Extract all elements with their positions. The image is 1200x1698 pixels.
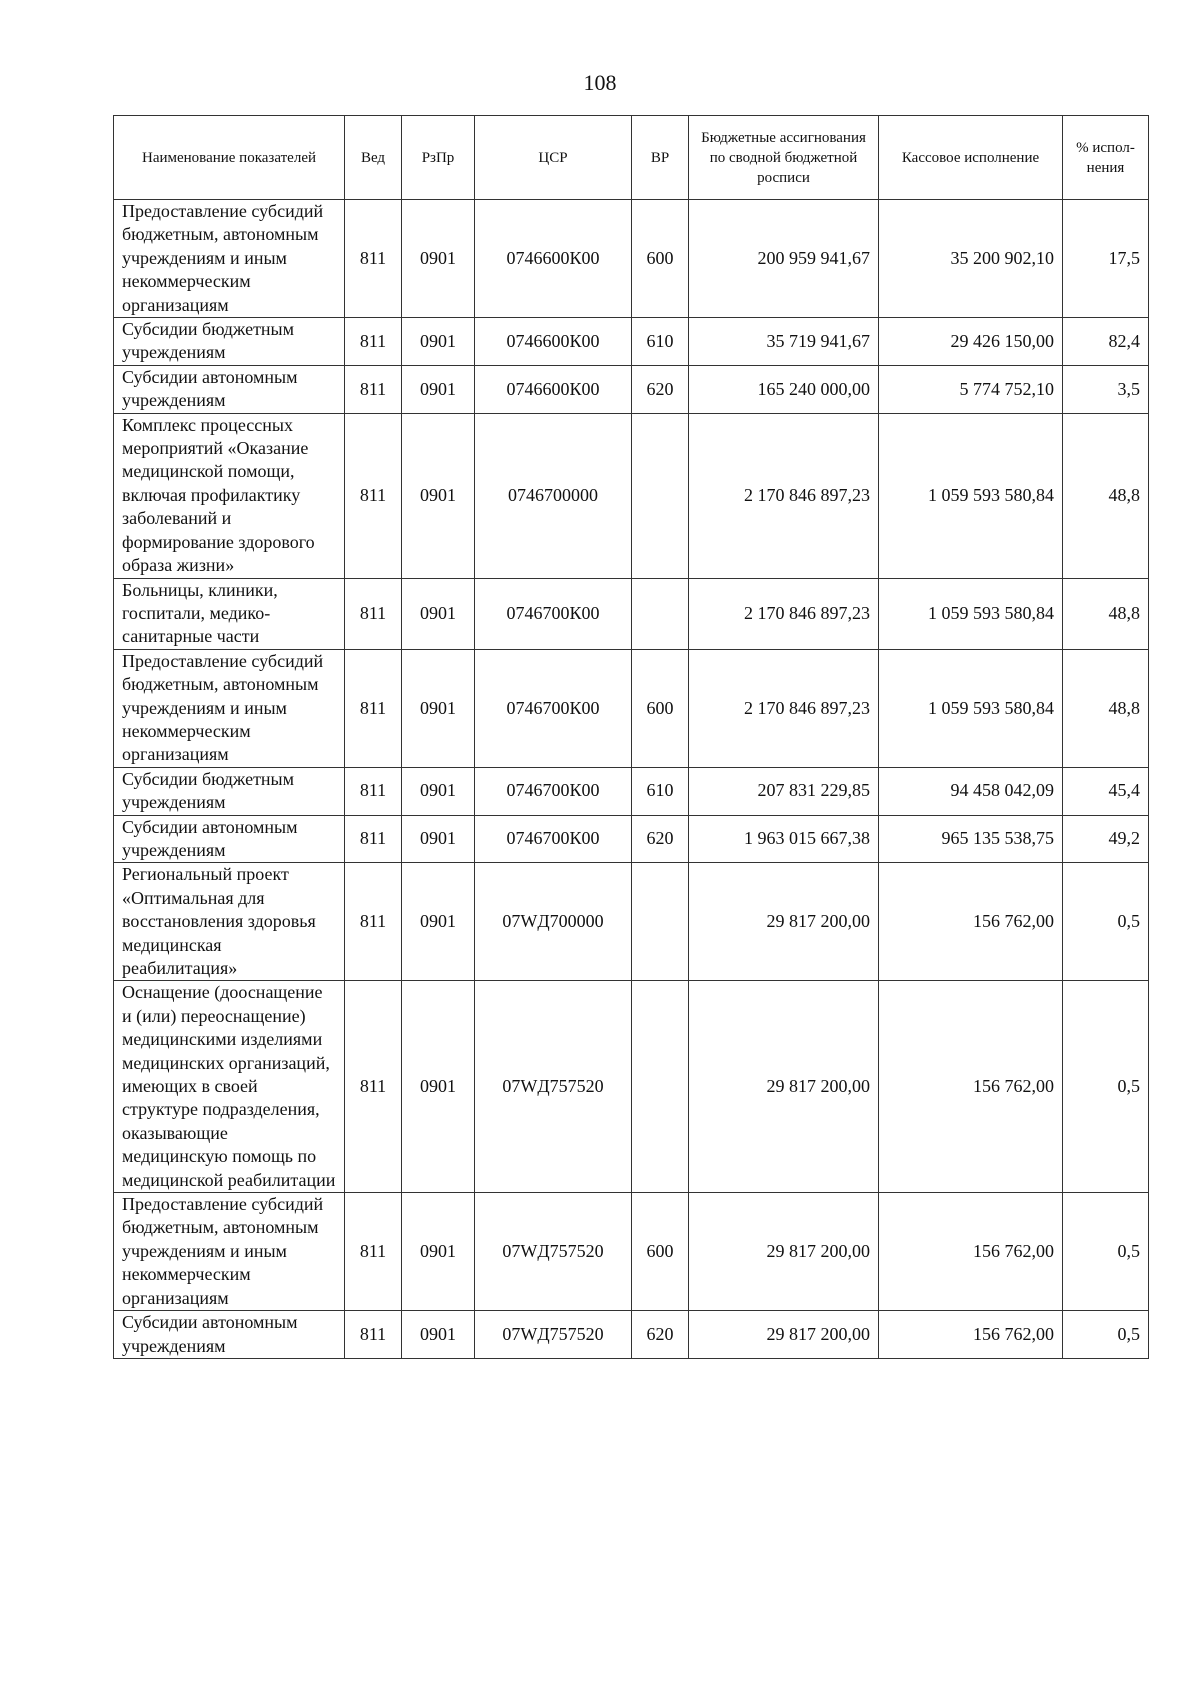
row-kassa: 156 762,00	[879, 1193, 1063, 1311]
row-rzpr: 0901	[402, 1311, 475, 1359]
row-budget: 29 817 200,00	[689, 1193, 879, 1311]
header-ved: Вед	[345, 116, 402, 200]
row-kassa: 29 426 150,00	[879, 318, 1063, 366]
row-ved: 811	[345, 365, 402, 413]
row-percent: 17,5	[1063, 200, 1149, 318]
row-ved: 811	[345, 1311, 402, 1359]
row-csr: 07WД757520	[475, 1193, 632, 1311]
row-csr: 0746700000	[475, 413, 632, 578]
row-kassa: 156 762,00	[879, 981, 1063, 1193]
row-name: Субсидии автономным учреждениям	[114, 815, 345, 863]
row-rzpr: 0901	[402, 365, 475, 413]
row-vr: 600	[632, 1193, 689, 1311]
row-percent: 49,2	[1063, 815, 1149, 863]
row-csr: 07WД700000	[475, 863, 632, 981]
row-ved: 811	[345, 318, 402, 366]
header-row	[114, 116, 1149, 200]
page-number: 108	[583, 70, 617, 95]
row-budget: 29 817 200,00	[689, 1311, 879, 1359]
budget-table	[113, 115, 1149, 1359]
row-vr	[632, 413, 689, 578]
row-vr: 600	[632, 200, 689, 318]
row-budget: 1 963 015 667,38	[689, 815, 879, 863]
row-kassa: 94 458 042,09	[879, 767, 1063, 815]
header-name: Наименование показателей	[114, 116, 345, 200]
row-kassa: 1 059 593 580,84	[879, 413, 1063, 578]
row-budget: 207 831 229,85	[689, 767, 879, 815]
row-rzpr: 0901	[402, 863, 475, 981]
row-csr: 0746700К00	[475, 649, 632, 767]
row-csr: 0746600К00	[475, 318, 632, 366]
row-name: Субсидии автономным учреждениям	[114, 1311, 345, 1359]
row-name: Оснащение (дооснащение и (или) переоснащение) медицинскими изделиями медицинских организаций, имеющих в своей структуре подразделения, оказывающие медицинскую помощь по медицинской реабилитации	[114, 981, 345, 1193]
row-name: Региональный проект «Оптимальная для восстановления здоровья медицинская реабилитация»	[114, 863, 345, 981]
row-percent: 82,4	[1063, 318, 1149, 366]
table-row	[114, 200, 1149, 318]
row-kassa: 5 774 752,10	[879, 365, 1063, 413]
table-row	[114, 1193, 1149, 1311]
row-percent: 0,5	[1063, 981, 1149, 1193]
row-name: Предоставление субсидий бюджетным, автономным учреждениям и иным некоммерческим организациям	[114, 1193, 345, 1311]
row-budget: 165 240 000,00	[689, 365, 879, 413]
row-ved: 811	[345, 649, 402, 767]
row-kassa: 156 762,00	[879, 863, 1063, 981]
row-csr: 07WД757520	[475, 1311, 632, 1359]
table-row	[114, 318, 1149, 366]
row-kassa: 156 762,00	[879, 1311, 1063, 1359]
row-name: Предоставление субсидий бюджетным, автономным учреждениям и иным некоммерческим организациям	[114, 649, 345, 767]
header-budget: Бюджетные ассигнования по сводной бюджетной росписи	[689, 116, 879, 200]
header-vr: ВР	[632, 116, 689, 200]
row-budget: 2 170 846 897,23	[689, 413, 879, 578]
header-csr: ЦСР	[475, 116, 632, 200]
row-vr: 620	[632, 365, 689, 413]
row-ved: 811	[345, 578, 402, 649]
row-csr: 0746700К00	[475, 578, 632, 649]
row-percent: 0,5	[1063, 863, 1149, 981]
row-csr: 0746600К00	[475, 200, 632, 318]
row-ved: 811	[345, 413, 402, 578]
row-vr	[632, 578, 689, 649]
row-rzpr: 0901	[402, 649, 475, 767]
row-budget: 35 719 941,67	[689, 318, 879, 366]
row-rzpr: 0901	[402, 413, 475, 578]
table-row	[114, 649, 1149, 767]
row-ved: 811	[345, 1193, 402, 1311]
row-percent: 48,8	[1063, 578, 1149, 649]
row-name: Субсидии бюджетным учреждениям	[114, 767, 345, 815]
row-name: Комплекс процессных мероприятий «Оказание медицинской помощи, включая профилактику заболеваний и формирование здорового образа жизни»	[114, 413, 345, 578]
header-kassa: Кассовое исполнение	[879, 116, 1063, 200]
row-csr: 07WД757520	[475, 981, 632, 1193]
row-name: Предоставление субсидий бюджетным, автономным учреждениям и иным некоммерческим организациям	[114, 200, 345, 318]
row-rzpr: 0901	[402, 200, 475, 318]
row-rzpr: 0901	[402, 578, 475, 649]
row-budget: 2 170 846 897,23	[689, 578, 879, 649]
row-rzpr: 0901	[402, 815, 475, 863]
row-ved: 811	[345, 767, 402, 815]
row-budget: 2 170 846 897,23	[689, 649, 879, 767]
row-vr: 620	[632, 815, 689, 863]
row-kassa: 1 059 593 580,84	[879, 578, 1063, 649]
row-vr	[632, 981, 689, 1193]
header-rzpr: РзПр	[402, 116, 475, 200]
row-percent: 3,5	[1063, 365, 1149, 413]
table-row	[114, 815, 1149, 863]
row-csr: 0746600К00	[475, 365, 632, 413]
row-csr: 0746700К00	[475, 815, 632, 863]
row-vr: 600	[632, 649, 689, 767]
row-ved: 811	[345, 200, 402, 318]
row-vr: 610	[632, 318, 689, 366]
row-kassa: 965 135 538,75	[879, 815, 1063, 863]
header-percent: % испол-нения	[1063, 116, 1149, 200]
row-budget: 29 817 200,00	[689, 863, 879, 981]
row-percent: 48,8	[1063, 413, 1149, 578]
row-vr: 620	[632, 1311, 689, 1359]
table-row	[114, 981, 1149, 1193]
row-rzpr: 0901	[402, 1193, 475, 1311]
row-csr: 0746700К00	[475, 767, 632, 815]
table-row	[114, 863, 1149, 981]
row-percent: 0,5	[1063, 1193, 1149, 1311]
table-row	[114, 767, 1149, 815]
table-header	[114, 116, 1149, 200]
table-body	[114, 200, 1149, 1359]
row-ved: 811	[345, 981, 402, 1193]
table-row	[114, 578, 1149, 649]
table-row	[114, 1311, 1149, 1359]
row-name: Субсидии автономным учреждениям	[114, 365, 345, 413]
row-name: Субсидии бюджетным учреждениям	[114, 318, 345, 366]
row-rzpr: 0901	[402, 767, 475, 815]
row-percent: 48,8	[1063, 649, 1149, 767]
row-percent: 0,5	[1063, 1311, 1149, 1359]
row-vr	[632, 863, 689, 981]
table-row	[114, 413, 1149, 578]
table-row	[114, 365, 1149, 413]
row-ved: 811	[345, 815, 402, 863]
row-name: Больницы, клиники, госпитали, медико-санитарные части	[114, 578, 345, 649]
row-rzpr: 0901	[402, 981, 475, 1193]
row-vr: 610	[632, 767, 689, 815]
row-budget: 29 817 200,00	[689, 981, 879, 1193]
row-kassa: 35 200 902,10	[879, 200, 1063, 318]
row-ved: 811	[345, 863, 402, 981]
row-rzpr: 0901	[402, 318, 475, 366]
row-percent: 45,4	[1063, 767, 1149, 815]
row-budget: 200 959 941,67	[689, 200, 879, 318]
row-kassa: 1 059 593 580,84	[879, 649, 1063, 767]
